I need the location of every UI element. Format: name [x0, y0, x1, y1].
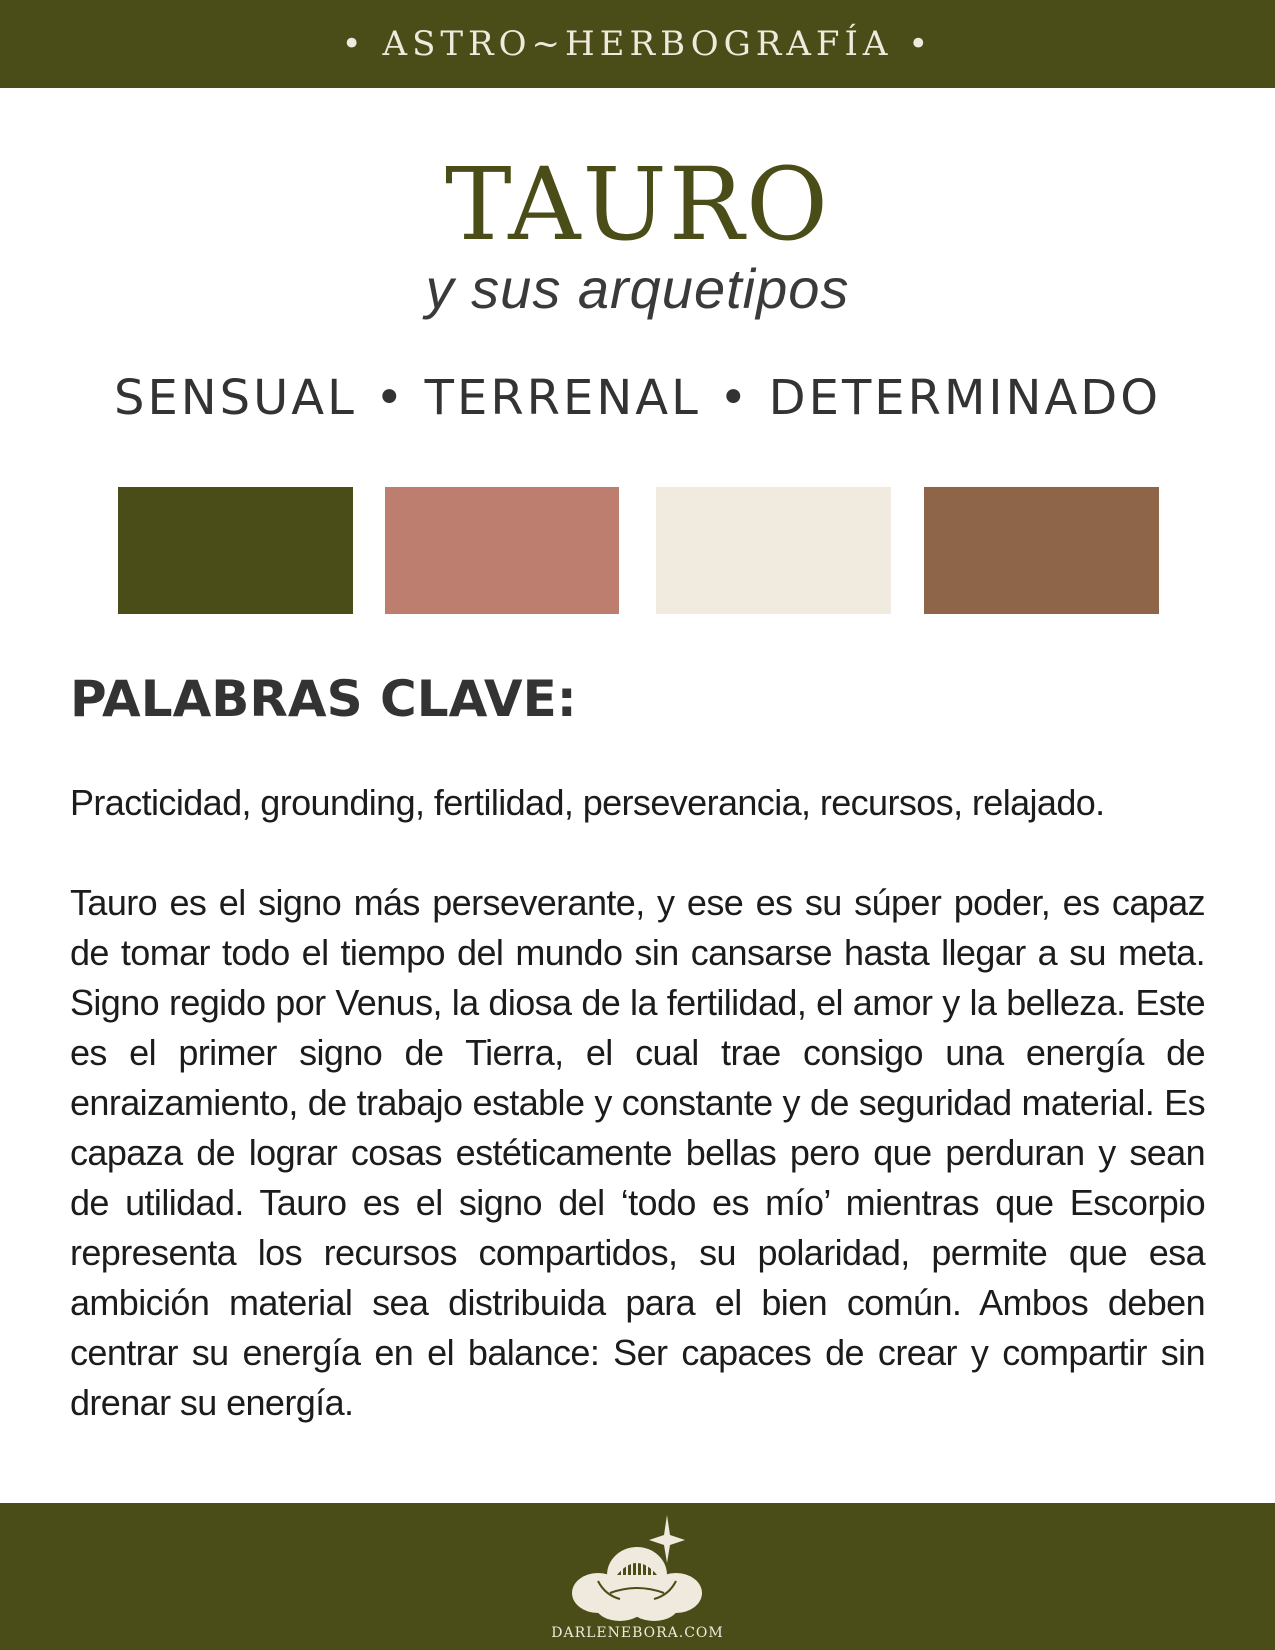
color-swatch-rose: [385, 487, 619, 614]
page-title: TAURO: [445, 146, 830, 263]
header-banner: [0, 0, 1275, 88]
traits-line: SENSUAL • TERRENAL • DETERMINADO: [113, 370, 1162, 426]
description-paragraph: Tauro es el signo más perseverante, y ese es su súper poder, es capaz de tomar todo el tiempo del mundo sin cansarse hasta llegar a su meta. Signo regido por Venus, la diosa de la fertilidad, el amor y la belleza. Este es el primer signo de Tierra, el cual trae consigo una energía de enraizamiento, de trabajo estable y constante y de seguridad material. Es capaza de lograr cosas estéticamente bellas pero que perduran y sean de utilidad. Tauro es el signo del ‘todo es mío’ mientras que Escorpio representa los recursos compartidos, su polaridad, permite que esa ambición material sea distribuida para el bien común. Ambos deben centrar su energía en el balance: Ser capaces de crear y compartir sin drenar su energía.: [70, 882, 1205, 1423]
keywords-list: Practicidad, grounding, fertilidad, perseverancia, recursos, relajado.: [70, 782, 1105, 823]
footer-website: DARLENEBORA.COM: [551, 1625, 724, 1641]
color-swatch-olive: [118, 487, 353, 614]
flower-star-logo-icon: [570, 1513, 705, 1623]
page-subtitle: y sus arquetipos: [425, 257, 850, 320]
color-swatch-cream: [656, 487, 891, 614]
footer-banner: [0, 1503, 1275, 1650]
color-swatch-brown: [924, 487, 1159, 614]
keywords-heading: PALABRAS CLAVE:: [70, 670, 577, 728]
header-banner-text: • ASTRO~HERBOGRAFÍA •: [341, 24, 934, 64]
